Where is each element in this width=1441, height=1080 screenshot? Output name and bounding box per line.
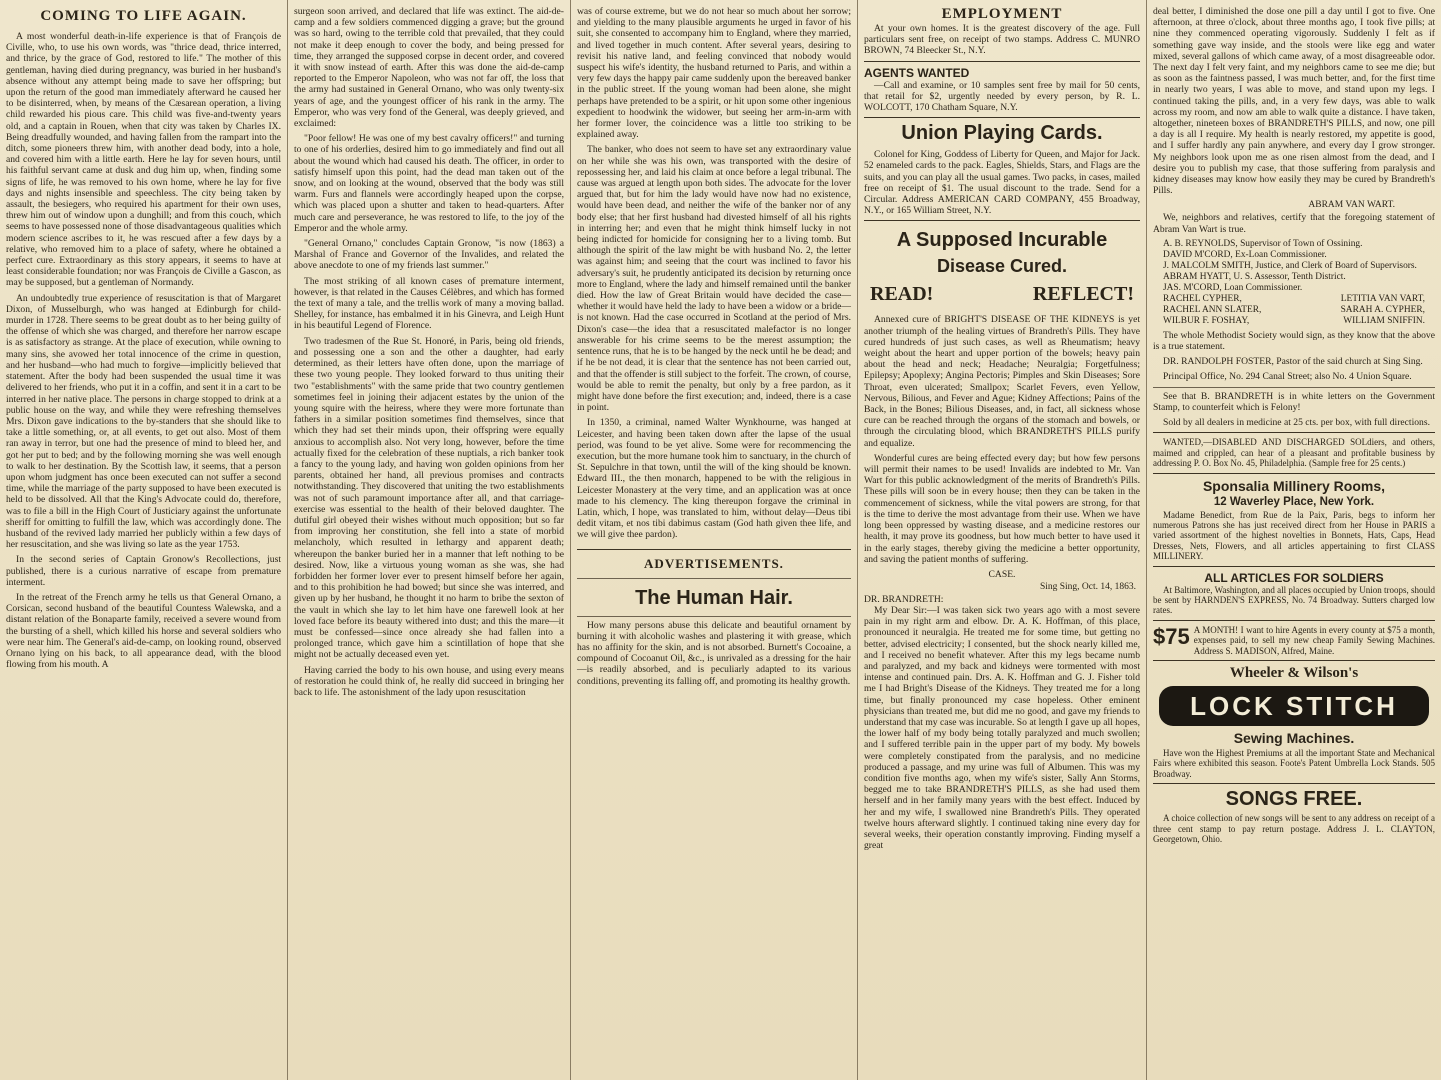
certifier-pair <box>1163 316 1435 327</box>
divider <box>1153 660 1435 661</box>
letter-salutation: DR. BRANDRETH: <box>864 593 944 605</box>
certifier-list <box>1153 239 1435 327</box>
certifier-pair <box>1163 294 1435 305</box>
ad-title-human-hair: The Human Hair. <box>635 586 793 609</box>
article-paragraph: "General Ornano," concludes Captain Gronow, "is now (1863) a Marshal of France and Governor of the Invalides, and related the above anecdote to one of my friends last summer." <box>294 238 564 272</box>
article-paragraph: An undoubtedly true experience of resuscitation is that of Margaret Dixon, of Musselburgh, who was hanged at Edinburgh for child-murder in 1728. There seems to be great doubt as to her being guilty of the offense of which she was charged, and therefore her narrow escape is as satisfactory as strange. At the place of execution, while owning to many sins, she avowed her total innocence of the crime in question, and her husband—who had much to forgive—implicitly believed that statement. After the body had been suspended the usual time it was delivered to her friends, who put it in a coffin, and sent it in a cart to be interred in her native place. The persons in charge stopped to drink at a public house on the way, and while they were refreshing themselves Mrs. Dixon gave indications to the by-standers that she should like to take a little something, or, at all events, to get out also. Most of them ran away in terror, but one had the presence of mind to bleed her, and got her put to bed; and by the following morning she was well enough to walk to her destination. By the Scottish law, it seems, that a person upon whom judgment has once been executed can not suffer a second time, while the marriage of the party supposed to have been executed is held to be dissolved. All that the King's Advocate could do, therefore, was to file a bill in the High Court of Justiciary against the unfortunate sheriff for omitting to fulfill the law, which was accordingly done. The husband of the revived lady married her publicly within a few days of her resuscitation, and she was living so late as the year 1753. <box>6 292 281 551</box>
divider <box>864 220 1140 221</box>
certifier-name: WILBUR F. FOSHAY, <box>1163 315 1250 326</box>
article-paragraph: surgeon soon arrived, and declared that life was extinct. The aid-de-camp and a few soldiers commenced digging a grave; but the ground was so hard, owing to the terrible cold that prevailed, that they could not make it deep enough to cover the body, and being pressed for time, they arranged the supposed corpse in decent order, and covered it with snow instead of earth. After this was done the aid-de-camp reported to the Emperor Napoleon, who was not far off, the loss that the army had sustained in General Ornano, who was only twenty-six years of age, and the youngest officer of his rank in the army. The Emperor, who was very fond of the General, was deeply grieved, and exclaimed: <box>294 6 564 130</box>
letter-body: My Dear Sir:—I was taken sick two years ago with a most severe pain in my right arm and elbow. Dr. A. K. Hoffman, of this place, pronounced it neuralgia. He treated me for some time, but getting no better, advised electricity; I consented, but the shock nearly killed me, and I received no benefit whatever. After this my legs became numb and paralyzed, and my back and kidneys were tormented with most intense and continued pain. Drs. A. K. Hoffman and G. J. Fisher told me I had Bright's Disease of the Kidneys. They treated me for a long time, but finally pronounced my case hopeless. Other eminent physicians than treated me, but did me no good, and gave my friends to understand that my case was incurable. So at length I gave up all hopes, the lower half of my body being totally paralyzed and much swollen; and I suffered terrible pain in the upper part of my body. My bowels were completely constipated from the paralysis, and no medicine produced a passage, and my urine was full of Albumen. This was my condition five months ago, when my wife's sister, Sally Ann Storms, begged me to take BRANDRETH'S PILLS, as she had used them herself and in her family many years with the best effect. Induced by her and my wife, I swallowed nine Brandreth's Pills. They operated twelve hours afterward slightly. I continued taking nine every day for several weeks, their operation constantly improving. Finding myself a great <box>864 604 1140 852</box>
ad-title-soldiers: ALL ARTICLES FOR SOLDIERS <box>1204 570 1384 585</box>
article-paragraph: The most striking of all known cases of premature interment, however, is that related in the Causes Célèbres, and which has formed the text of many a tale, and the trellis work of many a moving ballad. Shelley, for instance, has embalmed it in his Ginevra, and Leigh Hunt in his beautiful Legend of Florence. <box>294 275 564 332</box>
ad-body-songs-free: A choice collection of new songs will be sent to any address on receipt of a three cent stamp to pay return postage. Address J. L. CLAYTON, Georgetown, Ohio. <box>1153 813 1435 844</box>
read-heading: READ! <box>870 283 934 306</box>
column-5 <box>1147 0 1441 1080</box>
divider <box>577 616 851 617</box>
column-2 <box>288 0 571 1080</box>
article-paragraph: The banker, who does not seem to have set any extraordinary value on her while she was his own, was transported with the desire of repossessing her, and laid his claim at once before a legal tribunal. The cause was argued at length upon both sides. The advocate for the lover argued that, but for him the lady would have now had no existence, would have been dead, and neither the wife of the banker nor of any body else; that her first husband had divested himself of all his rights in interring her; and even that he might think himself lucky in not being indicted for homicide for consigning her to a living tomb. But although the spirit of the law might be with husband No. 2, the letter was against him; and seeing that the court was inclined to favor his adversary's suit, he prudently anticipated its decision by returning once more to England, where the lady and himself remained until the banker died. How the law of Great Britain would have decided the case—whether it would have held the lady to have been a widow or a bride—is not known. Had the case occurred in Scotland at the period of Mrs. Dixon's case—the idea that a resuscitated malefactor is no longer answerable for his crime seems to be the merest assumption; the sentence runs, that he is to be hanged by the neck until he be dead; and if he be not dead, it is clear that the sentence has not been carried out, and that the offender is still subject to the forfeit. The crown, of course, would be able to remit the penalty, but only by a free pardon, as it might have done before the first execution; and, indeed, there is a case in point. <box>577 144 851 414</box>
letter-signer: ABRAM VAN WART. <box>1308 200 1395 211</box>
article-paragraph: "Poor fellow! He was one of my best cavalry officers!" and turning to one of his orderlies, desired him to go immediately and find out all about the wound which had caused his death. The officer, in order to satisfy himself upon this point, had the dead man taken out of the snow, and on looking at the wound, observed that the body was still warm. Furs and flannels were accordingly heaped upon the corpse, which was placed upon a shutter and taken to head-quarters. After much care and perseverance, he was restored to life, to the joy of the Emperor and the whole army. <box>294 133 564 234</box>
divider <box>577 549 851 550</box>
ad-title-agents-wanted: AGENTS WANTED <box>864 65 970 80</box>
divider <box>1153 783 1435 784</box>
ad-millinery-address: 12 Waverley Place, New York. <box>1213 495 1375 508</box>
article-paragraph: In the second series of Captain Gronow's Recollections, just published, there is a curious narrative of escape from premature interment. <box>6 554 281 588</box>
sold-note: Sold by all dealers in medicine at 25 cts. per box, with full directions. <box>1163 417 1430 429</box>
article-headline: COMING TO LIFE AGAIN. <box>40 8 247 24</box>
letter-continued: deal better, I diminished the dose one pill a day until I got to five. One afternoon, at three o'clock, about three months ago, I took five pills; at nine they commenced operating vigorously. Suddenly I felt as if something gave way inside, and the stools were like egg and water mixed, several gallons of which came away, of a most disagreeable odor. The next day I felt very faint, and my neighbors came to see me die; but as soon as the faintness passed, I was much better, and, for the first time in nearly two years, I was able to move, and stand upon my legs. I continued taking the pills, and, in a very few days, was able to walk across my room, and now am able to walk quite a distance. I have taken, altogether, nineteen boxes of BRANDRETH'S PILLS, and now, one pill a day is all I require. My health is nearly restored, my appetite is good, and I suffer hardly any pain anywhere, and every day I grow stronger. My neighbors look upon me as one risen almost from the dead, and I desire you to publish my case, that those suffering from paralysis and kidney diseases may know how easily they may be cured by Brandreth's Pills. <box>1153 6 1435 197</box>
certifier-name: JAS. M'CORD, Loan Commissioner. <box>1163 282 1303 293</box>
certifier-name: RACHEL CYPHER, <box>1163 293 1242 304</box>
ad-title-playing-cards: Union Playing Cards. <box>901 122 1103 145</box>
ad-body-agents-wanted: —Call and examine, or 10 samples sent free by mail for 50 cents, that retail for $2, urgently needed by every person, by R. L. WOLCOTT, 170 Chatham Square, N.Y. <box>864 79 1140 114</box>
methodist-note: The whole Methodist Society would sign, as they know that the above is a true statement. <box>1153 329 1435 353</box>
certifier-name: ABRAM HYATT, U. S. Assessor, Tenth District. <box>1163 271 1346 282</box>
certifier-name: DAVID M'CORD, Ex-Loan Commissioner. <box>1163 249 1327 260</box>
certifier-name: RACHEL ANN SLATER, <box>1163 304 1262 315</box>
ad-body-wheeler: Have won the Highest Premiums at all the important State and Mechanical Fairs where exhibited this season. Foote's Patent Umbrella Lock Stands. 505 Broadway. <box>1153 747 1435 779</box>
certifier-name: LETITIA VAN VART, <box>1340 293 1425 304</box>
ad-title-disease-2: Disease Cured. <box>936 256 1068 277</box>
column-1 <box>0 0 288 1080</box>
ad-sewing-machines: Sewing Machines. <box>1233 729 1355 746</box>
ad-body-soldiers: At Baltimore, Washington, and all places occupied by Union troops, should be sent by HARNDEN'S EXPRESS, No. 74 Broadway. Sutters charged low rates. <box>1153 584 1435 616</box>
ad-body-playing-cards: Colonel for King, Goddess of Liberty for Queen, and Major for Jack. 52 enameled cards to the pack. Eagles, Shields, Stars, and Flags are the suits, and you can play all the usual games. Two packs, in cases, mailed free on receipt of $1. The usual discount to the trade. Send for a Circular. Address AMERICAN CARD COMPANY, 455 Broadway, N.Y., or 165 William Street, N.Y. <box>864 149 1140 217</box>
read-reflect-line <box>864 283 1140 306</box>
divider <box>864 61 1140 62</box>
ad-paragraph: Wonderful cures are being effected every day; but how few persons will permit their names to be used! Invalids are indebted to Mr. Van Wart for this public acknowledgment of the merits of Brandreth's Pills. These pills will soon be in every house; then they can be taken in the commencement of sickness, while the vital powers are strong, for that is the time to derive the most advantage from their use. When we have long been oppressed by wasting disease, and a medicine restores our health, it may prove its goodness, but how much better to have used it in the early stages, thereby giving the medicine a better opportunity, and saving the patient months of suffering. <box>864 452 1140 565</box>
certifier-name: WILLIAM SNIFFIN. <box>1343 315 1425 326</box>
divider <box>1153 432 1435 433</box>
certifier-name: J. MALCOLM SMITH, Justice, and Clerk of Board of Supervisors. <box>1163 260 1417 271</box>
ad-body-wanted: WANTED,—DISABLED AND DISCHARGED SOLdiers, and others, maimed and crippled, can hear of a pleasant and profitable business by addressing P. O. Box No. 45, Philadelphia. (Sample free for 25 cents.) <box>1153 437 1435 469</box>
ad-75-amount: $75 <box>1153 623 1190 649</box>
stamp-note: See that B. BRANDRETH is in white letters on the Government Stamp, to counterfeit which is Felony! <box>1153 390 1435 413</box>
column-3 <box>571 0 858 1080</box>
advertisements-header: ADVERTISEMENTS. <box>644 555 784 571</box>
ad-title-millinery: Sponsalia Millinery Rooms, <box>1202 477 1386 494</box>
ad-75-body: A MONTH! I want to hire Agents in every county at $75 a month, expenses paid, to sell my new cheap Family Sewing Machines. Address S. MADISON, Alfred, Maine. <box>1193 624 1435 656</box>
ad-75-dollar <box>1153 625 1435 656</box>
case-place-date: Sing Sing, Oct. 14, 1863. <box>1039 581 1136 592</box>
ad-body-human-hair: How many persons abuse this delicate and beautiful ornament by burning it with alcoholic washes and plastering it with grease, which has no affinity for the skin, and is not absorbed. Burnett's Cocoaine, a compound of Cocoanut Oil, &c., is unrivaled as a dressing for the hair—is readily absorbed, and is peculiarly adapted to its various conditions, preventing its falling off, and promoting its healthy growth. <box>577 619 851 687</box>
ad-paragraph: Annexed cure of BRIGHT'S DISEASE OF THE KIDNEYS is yet another triumph of the healing virtues of Brandreth's Pills. They have cured hundreds of just such cases, as well as Rheumatism; heavy weight about the heart and upper portion of the bowels; heavy pain about the head and neck; Headache; Neuralgia; Forgetfulness; Epilepsy; Apoplexy; Angina Pectoris; Pimples and Skin Diseases; Sore Throat, even ulcerated; Smallpox; Scarlet Fevers, even Yellow, Nervous, Bilious, and Fever and Ague; Kidney Affections; Pains of the Back, in the Bones; Bilious Diseases, and, in fact, all sickness whose cure can be reached through the organs of the stomach and bowels, or through the circulating blood, which BRANDRETH'S PILLS purify and equalize. <box>864 314 1140 449</box>
divider <box>577 578 851 579</box>
case-label: CASE. <box>988 568 1016 580</box>
ad-body-employment: At your own homes. It is the greatest discovery of the age. Full particulars sent free, on receipt of two stamps. Address C. MUNRO BROWN, 74 Bleecker St., N.Y. <box>864 23 1140 57</box>
divider <box>864 117 1140 118</box>
ad-title-disease-1: A Supposed Incurable <box>896 229 1108 252</box>
pastor-note: DR. RANDOLPH FOSTER, Pastor of the said church at Sing Sing. <box>1163 356 1423 368</box>
ad-title-wheeler-wilson: Wheeler & Wilson's <box>1229 664 1359 681</box>
lock-stitch-banner: LOCK STITCH <box>1159 686 1429 726</box>
ad-title-employment: EMPLOYMENT <box>941 6 1063 22</box>
article-paragraph: In the retreat of the French army he tells us that General Ornano, a Corsican, second husband of the beautiful Countess Walewska, and a distant relation of the Bonaparte family, received a severe wound from the bursting of a shell, which killed his horse and several soldiers who were near him. The General's aid-de-camp, on looking round, observed Ornano lying on his back, to all appearance dead, with the blood flowing from his mouth. A <box>6 591 281 671</box>
divider <box>1153 620 1435 621</box>
article-paragraph: Two tradesmen of the Rue St. Honoré, in Paris, being old friends, and possessing one a son and the other a daughter, had early determined, as their letters have often done, upon the marriage of these two young people. They looked forward to thus uniting their two "establishments" with the same pride that two country gentlemen sometimes feel in joining their adjacent estates by the union of the young squire with the heiress, where they were more fortunate than fathers in a similar position sometimes find themselves, since that which they had set their minds upon, their offspring were equally anxious to accomplish also. Not very long, however, before the time actually fixed for the celebration of these nuptials, a rich banker took a fancy to the young lady, and having won golden opinions from her parents, obtained her hand, all previous promises and contracts notwithstanding. They discovered that uniting the two establishments was not of such paramount importance after all, and that carriage-exercise was essential to the health of their beloved daughter. The dutiful girl obeyed their wishes without much opposition; but so far from improving her constitution, she fell into a state of morbid melancholy, which resulted in lethargy and apparent death; whereupon the banker buried her in a manner that left nothing to be desired. Now, like a virtuous young woman as she was, she had forbidden her former lover ever to present himself before her again, and to this prohibition he had bowed; but since she was interred, and given up by her husband, he thought it no harm to bribe the sexton of the vault in which she lay to let him have one farewell look at her loved face before its beauty withered into dust; and this the mare—it must be confessed—since once already she had fallen into a prolonged trance, which gave him a scintillation of hope that she might not be actually deceased even yet. <box>294 335 564 661</box>
divider <box>1153 387 1435 388</box>
ad-body-millinery: Madame Benedict, from Rue de la Paix, Paris, begs to inform her numerous Patrons she has just received direct from her House in PARIS a varied assortment of the highest novelties in Bonnets, Hats, Caps, Head Dresses, Nets, Flowers, and all articles appertaining to first CLASS MILLINERY. <box>1153 509 1435 562</box>
certifier-pair <box>1163 305 1435 316</box>
office-note: Principal Office, No. 294 Canal Street; also No. 4 Union Square. <box>1163 371 1412 383</box>
article-paragraph: was of course extreme, but we do not hear so much about her sorrow; and yielding to the many plausible arguments he urged in favor of his suit, she consented to accompany him to England, where they married, and lived together in much content. After several years, desiring to revisit his native land, and feeling convinced that nobody would suspect his wife's identity, the husband returned to Paris, and within a very few days the happy pair came suddenly upon the bereaved banker in the public street. If the young woman had been alone, she might perhaps have pretended to be a spirit, or hit upon some other ingenious expedient to hoodwink the widower, but seeing her arm-in-arm with her former lover, the coincidence was a little too striking to be explained away. <box>577 6 851 141</box>
reflect-heading: REFLECT! <box>1032 283 1134 306</box>
certification: We, neighbors and relatives, certify that the foregoing statement of Abram Van Wart is true. <box>1153 212 1435 235</box>
divider <box>1153 473 1435 474</box>
article-paragraph: A most wonderful death-in-life experience is that of François de Civille, who, to use his own words, was "thrice dead, thrice interred, and thrice, by the grace of God, restored to life." The mother of this gentleman, having died during pregnancy, was buried in her husband's absence without any attempt being made to save her offspring; but upon the return of the good man immediately afterward he caused her to be disinterred, when, by means of the Cæsarean operation, a living child rewarded his pious care. This child was five-and-twenty years old, and a captain in Rouen, when that city was taken by Charles IX. Being dreadfully wounded, and having fallen from the rampart into the ditch, some pioneers threw him, with another dead body, into a hole, and covered him with a little earth. Here he lay for seven hours, until his faithful servant came at dusk and dug him up, when, finding some signs of life, he was removed to his own home, where he lay for five days and nights insensible and speechless. The city being taken by assault, the besiegers, who required his apartment for their own uses, threw him out of window upon a dunghill; and from this couch, which seems to have possessed none of those disadvantageous qualities which modern science ascribes to it, he was rescued after a few days by a relative, who removed him to a place of safety, where he obtained a perfect cure. Extraordinary as this story appears, it seems to have at least considerable foundation; nor was François de Civille a Gascon, as may be supposed, but a gentleman of Normandy. <box>6 31 281 289</box>
divider <box>1153 566 1435 567</box>
certifier-name: A. B. REYNOLDS, Supervisor of Town of Ossining. <box>1163 238 1363 249</box>
column-4 <box>858 0 1147 1080</box>
certifier-name: SARAH A. CYPHER, <box>1340 304 1425 315</box>
ad-title-songs-free: SONGS FREE. <box>1225 788 1363 811</box>
article-paragraph: Having carried the body to his own house, and using every means of restoration he could think of, he really did succeed in bringing her back to life. The astonishment of the lady upon resuscitation <box>294 664 564 698</box>
article-paragraph: In 1350, a criminal, named Walter Wynkhourne, was hanged at Leicester, and having been taken down after the lapse of the usual period, was found to be yet alive. Some were for recommencing the execution, but the more humane took him to sanctuary, in the church of St. Sepulchre in that town, until the will of the king should be known. Edward III., the then monarch, happened to be with the religious in Leicester Monastery at the very time, and an application was at once made to his clemency. The king thereupon forgave the criminal in Latin, which, I hope, was translated to him, without delay—Deus tibi dedit vitam, et nos tibi dabimus castam (God hath given thee life, and we will give thee pardon). <box>577 417 851 541</box>
